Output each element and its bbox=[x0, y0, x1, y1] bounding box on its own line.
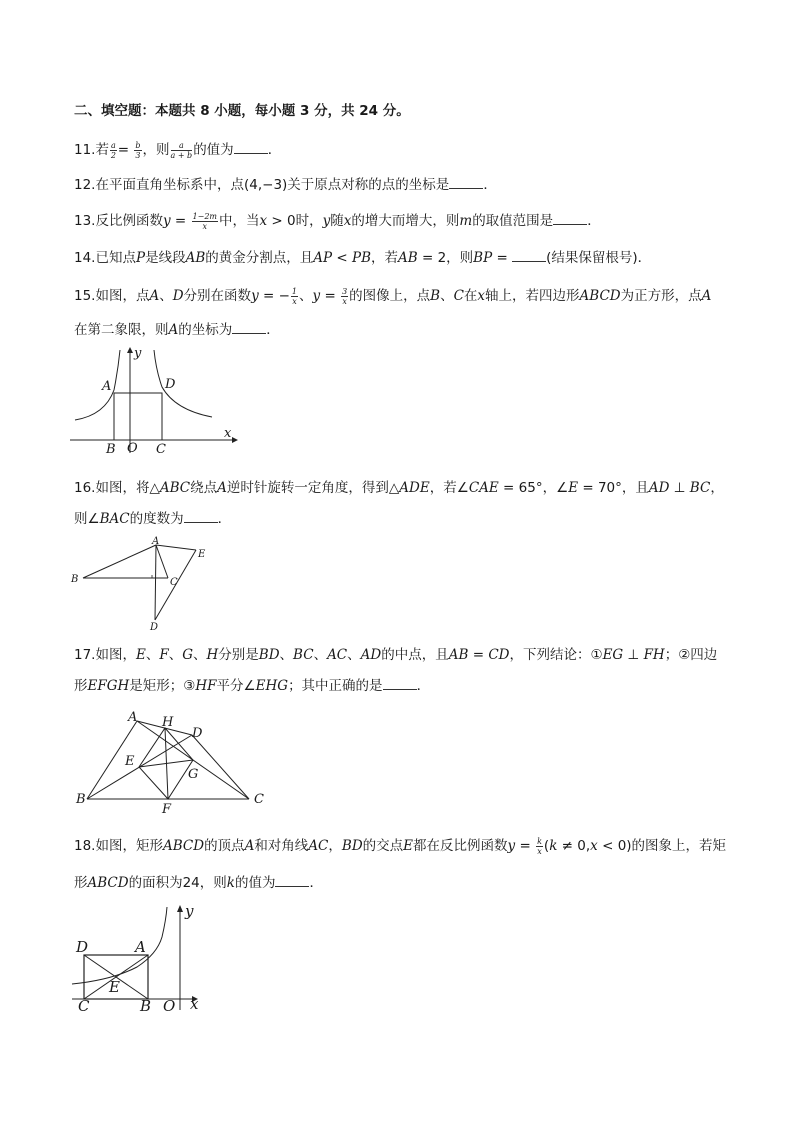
label-F: F bbox=[162, 802, 172, 817]
label-O: O bbox=[163, 997, 176, 1015]
label-A: A bbox=[152, 536, 160, 547]
label-C: C bbox=[254, 792, 264, 807]
question-15-line-2: 在第二象限，则A的坐标为 ． bbox=[74, 322, 280, 338]
question-15: 15.如图，点A、D分别在函数y = − $\frac{1}{x}$ 、y = $\frac{3}{x}$ 的图像上，点B、C在x轴上，若四边形ABCD为正方形，点A bbox=[74, 286, 712, 306]
question-12: 12.在平面直角坐标系中，点(4,−3)关于原点对称的点的坐标是 ． bbox=[74, 177, 497, 193]
figure-16 bbox=[68, 535, 218, 633]
figure-18 bbox=[72, 902, 212, 1014]
answer-blank[interactable] bbox=[234, 141, 268, 154]
figure-15 bbox=[70, 345, 240, 455]
question-16: 16.如图，将△ABC绕点A逆时针旋转一定角度，得到△ADE，若∠CAE = 65°，∠E = 70°，且AD ⊥ BC， bbox=[74, 480, 724, 496]
label-D: D bbox=[76, 938, 89, 956]
label-D: D bbox=[165, 377, 176, 392]
question-11: 11.若 $\frac{a}{2}$ = $\frac{b}{3}$ ，则 $\frac{a}{a + b}$ 的值为 ． bbox=[74, 140, 282, 160]
label-B: B bbox=[76, 792, 86, 807]
label-E: E bbox=[125, 754, 135, 769]
label-A: A bbox=[135, 938, 146, 956]
answer-blank[interactable] bbox=[553, 212, 587, 225]
label-O: O bbox=[127, 441, 138, 456]
answer-blank[interactable] bbox=[275, 874, 309, 887]
question-17-line-2: 形EFGH是矩形；③HF平分∠EHG；其中正确的是 ． bbox=[74, 678, 431, 694]
label-C: C bbox=[78, 997, 90, 1015]
question-18: 18.如图，矩形ABCD的顶点A和对角线AC，BD的交点E都在反比例函数y = $\frac{k}{x}$ (k ≠ 0,x < 0)的图象上，若矩 bbox=[74, 836, 727, 856]
question-17: 17.如图，E、F、G、H分别是BD、BC、AC、AD的中点，且AB = CD，下列结论：①EG ⊥ FH；②四边 bbox=[74, 647, 718, 663]
label-E: E bbox=[109, 978, 120, 996]
figure-17 bbox=[72, 705, 272, 817]
answer-blank[interactable] bbox=[232, 321, 266, 334]
answer-blank[interactable] bbox=[383, 677, 417, 690]
label-B: B bbox=[106, 442, 116, 457]
label-B: B bbox=[140, 997, 152, 1015]
label-x: x bbox=[224, 426, 232, 441]
label-C: C bbox=[156, 442, 166, 457]
label-x: x bbox=[190, 995, 199, 1013]
label-y: y bbox=[185, 902, 194, 920]
label-y: y bbox=[134, 346, 142, 361]
label-G: G bbox=[188, 767, 199, 782]
answer-blank[interactable] bbox=[184, 510, 218, 523]
label-B: B bbox=[71, 574, 79, 585]
question-14: 14.已知点P是线段AB的黄金分割点，且AP < PB，若AB = 2，则BP = (结果保留根号)． bbox=[74, 250, 652, 266]
answer-blank[interactable] bbox=[512, 249, 546, 262]
question-18-line-2: 形ABCD的面积为24，则k的值为 ． bbox=[74, 875, 323, 891]
answer-blank[interactable] bbox=[449, 176, 483, 189]
question-number: 11. bbox=[74, 142, 96, 158]
label-H: H bbox=[162, 715, 174, 730]
label-E: E bbox=[198, 549, 206, 560]
question-16-line-2: 则∠BAC的度数为 ． bbox=[74, 511, 232, 527]
label-C: C bbox=[170, 577, 178, 588]
label-D: D bbox=[192, 726, 203, 741]
question-13: 13.反比例函数y = $\frac{1-2m}{x}$ 中，当x > 0时，y随x的增大而增大，则m的取值范围是 ． bbox=[74, 211, 601, 231]
label-A: A bbox=[102, 379, 112, 394]
label-A: A bbox=[128, 710, 138, 725]
section-heading: 二、填空题：本题共 8 小题，每小题 3 分，共 24 分。 bbox=[74, 103, 410, 119]
label-D: D bbox=[150, 622, 159, 633]
